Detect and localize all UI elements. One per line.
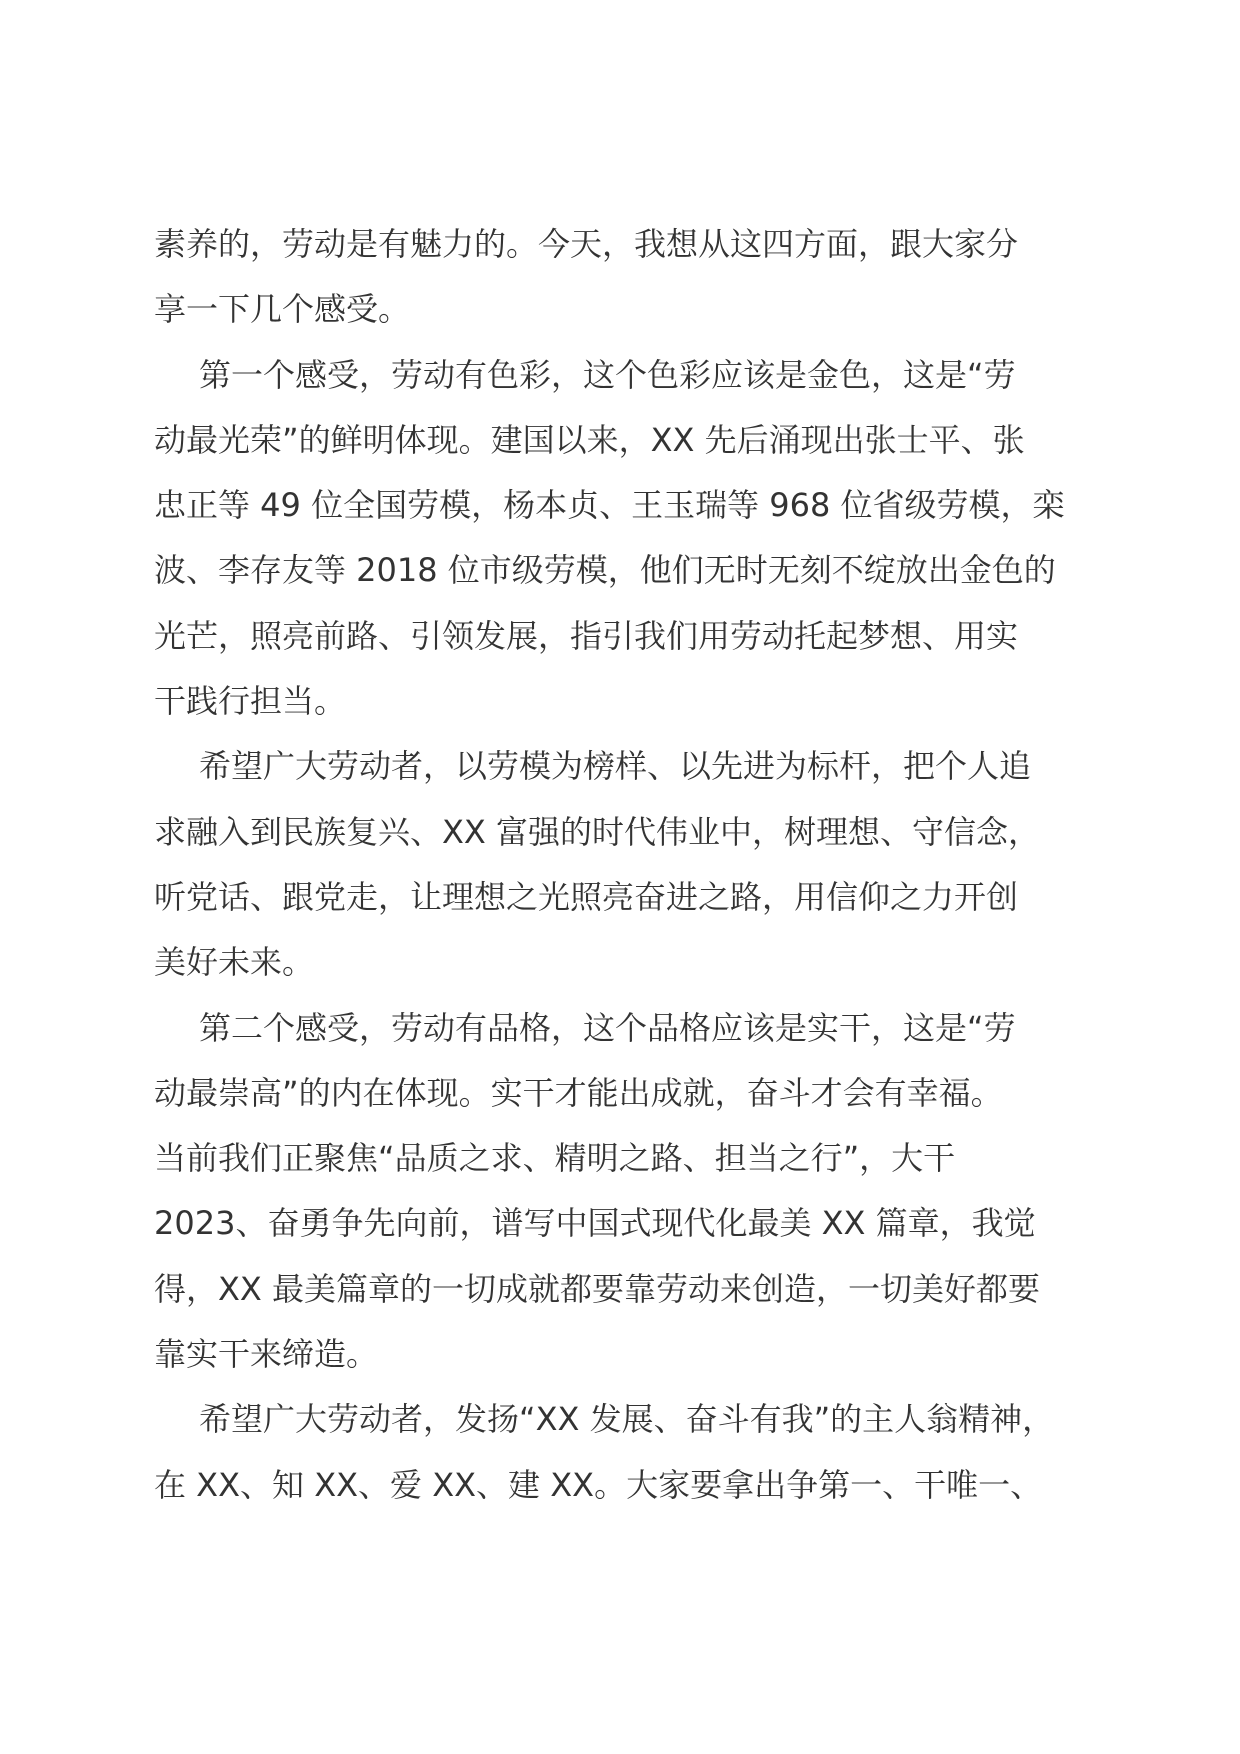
text-line: 求融入到民族复兴、XX 富强的时代伟业中，树理想、守信念，	[154, 812, 1041, 851]
text-line: 听党话、跟党走，让理想之光照亮奋进之路，用信仰之力开创	[154, 877, 1019, 916]
text-line: 波、李存友等 2018 位市级劳模，他们无时无刻不绽放出金色的	[154, 551, 1056, 590]
text-line: 当前我们正聚焦“品质之求、精明之路、担当之行”，大干	[154, 1139, 956, 1178]
paragraph-first-line: 希望广大劳动者，发扬“XX 发展、奋斗有我”的主人翁精神，	[199, 1400, 1055, 1439]
text-line: 动最光荣”的鲜明体现。建国以来，XX 先后涌现出张士平、张	[154, 420, 1025, 459]
document-body	[154, 212, 1114, 1518]
paragraph-first-line: 第二个感受，劳动有品格，这个品格应该是实干，这是“劳	[199, 1008, 1016, 1047]
text-line: 享一下几个感受。	[154, 290, 411, 329]
text-line: 得，XX 最美篇章的一切成就都要靠劳动来创造，一切美好都要	[154, 1269, 1041, 1308]
text-line: 素养的，劳动是有魅力的。今天，我想从这四方面，跟大家分	[154, 225, 1019, 263]
text-line: 干践行担当。	[154, 682, 347, 721]
text-line: 2023、奋勇争先向前，谱写中国式现代化最美 XX 篇章，我觉	[154, 1204, 1036, 1243]
text-line: 靠实干来缔造。	[154, 1335, 379, 1374]
text-line: 美好未来。	[154, 943, 315, 982]
text-line: 光芒，照亮前路、引领发展，指引我们用劳动托起梦想、用实	[154, 616, 1019, 655]
paragraph-first-line: 第一个感受，劳动有色彩，这个色彩应该是金色，这是“劳	[199, 355, 1016, 394]
text-line: 在 XX、知 XX、爱 XX、建 XX。大家要拿出争第一、干唯一、	[154, 1465, 1043, 1504]
paragraph-first-line: 希望广大劳动者，以劳模为榜样、以先进为标杆，把个人追	[199, 747, 1032, 786]
text-line: 动最崇高”的内在体现。实干才能出成就，奋斗才会有幸福。	[154, 1073, 1003, 1112]
text-line: 忠正等 49 位全国劳模，杨本贞、王玉瑞等 968 位省级劳模，栾	[154, 486, 1065, 525]
